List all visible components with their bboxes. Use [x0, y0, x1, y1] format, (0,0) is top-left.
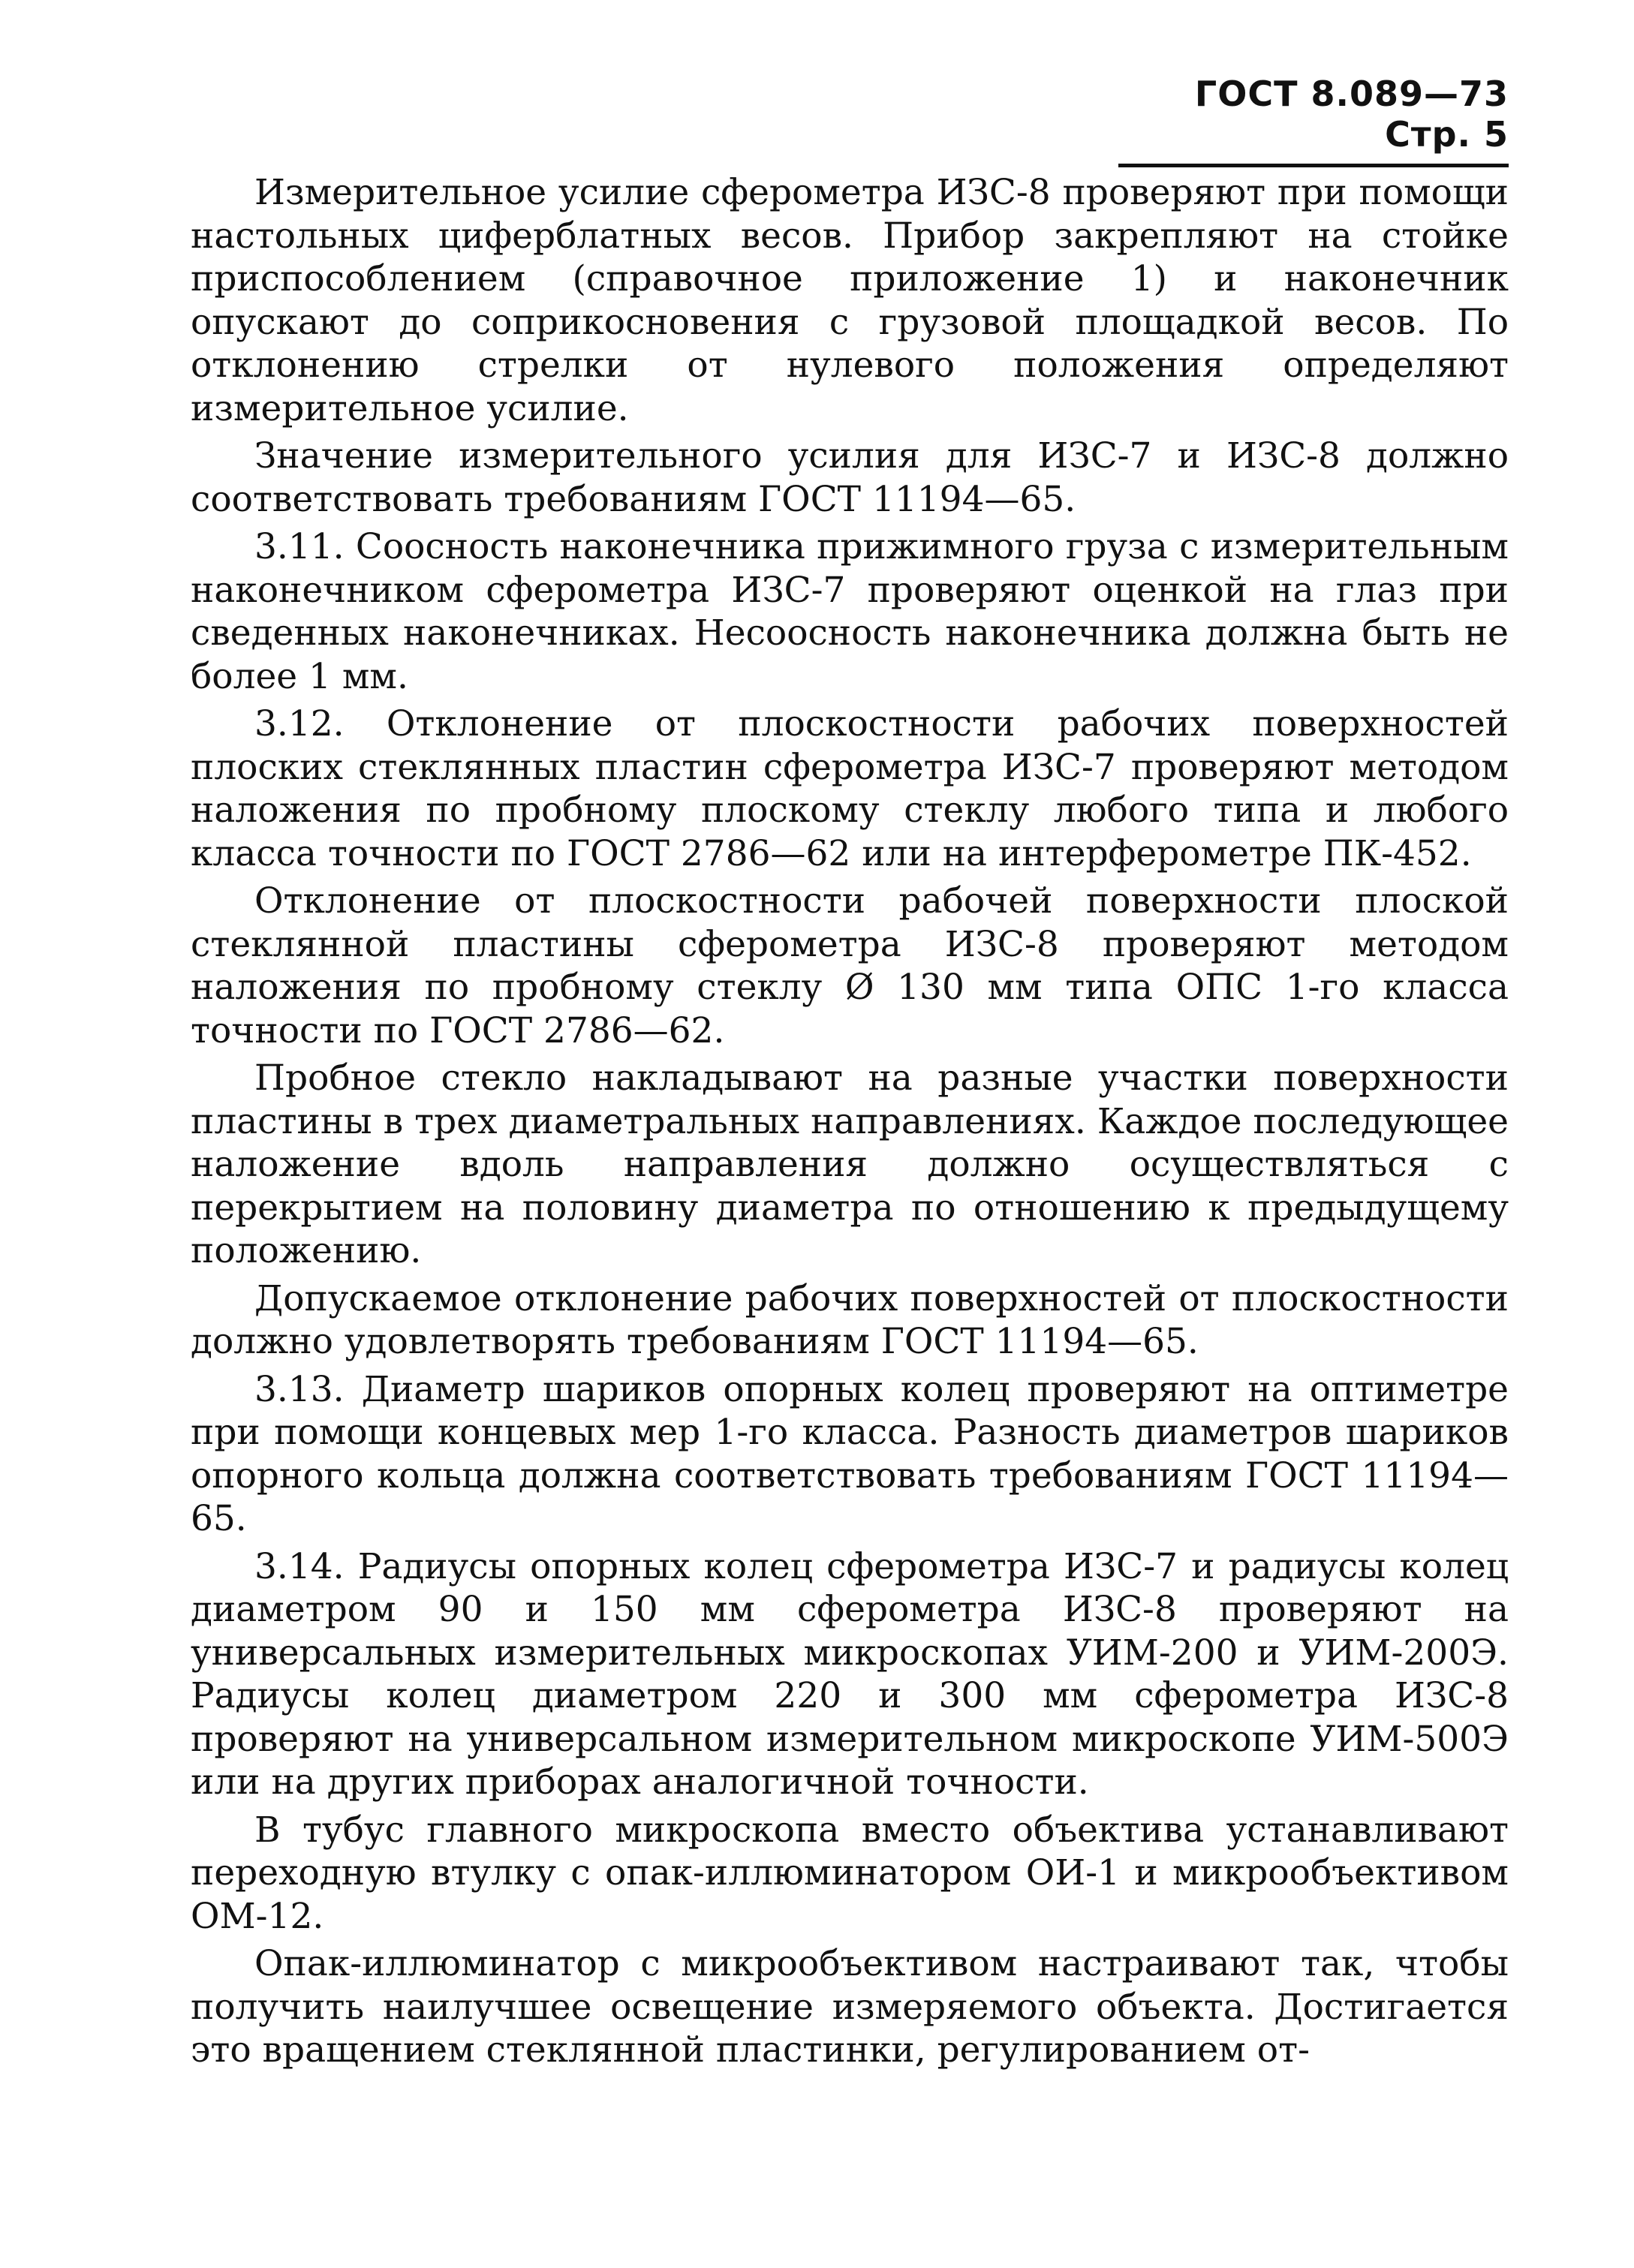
paragraph: В тубус главного микроскопа вместо объектива устанавливают переходную втулку с опак-иллюминатором ОИ-1 и микрообъективом ОМ-12. [191, 1809, 1509, 1937]
page-header: ГОСТ 8.089—73 Стр. 5 [1118, 74, 1509, 167]
paragraph: 3.11. Соосность наконечника прижимного груза с измерительным наконечником сферометра ИЗС-7 проверяют оценкой на глаз при сведенных наконечниках. Несоосность наконечника должна быть не более 1 мм. [191, 526, 1509, 697]
paragraph: Значение измерительного усилия для ИЗС-7 и ИЗС-8 должно соответствовать требованиям ГОСТ 11194—65. [191, 435, 1509, 520]
paragraph: 3.12. Отклонение от плоскостности рабочих поверхностей плоских стеклянных пластин сферометра ИЗС-7 проверяют методом наложения по пробному плоскому стеклу любого типа и любого класса точности по ГОСТ 2786—62 или на интерферометре ПК-452. [191, 703, 1509, 874]
paragraph: Измерительное усилие сферометра ИЗС-8 проверяют при помощи настольных циферблатных весов. Прибор закрепляют на стойке приспособлением (справочное приложение 1) и наконечник опускают до соприкосновения с грузовой площадкой весов. По отклонению стрелки от нулевого положения определяют измерительное усилие. [191, 172, 1509, 429]
paragraph: 3.13. Диаметр шариков опорных колец проверяют на оптиметре при помощи концевых мер 1-го класса. Разность диаметров шариков опорного кольца должна соответствовать требованиям ГОСТ 11194—65. [191, 1368, 1509, 1539]
paragraph: 3.14. Радиусы опорных колец сферометра ИЗС-7 и радиусы колец диаметром 90 и 150 мм сферометра ИЗС-8 проверяют на универсальных измерительных микроскопах УИМ-200 и УИМ-200Э. Радиусы колец диаметром 220 и 300 мм сферометра ИЗС-8 проверяют на универсальном измерительном микроскопе УИМ-500Э или на других приборах аналогичной точности. [191, 1545, 1509, 1803]
paragraph: Опак-иллюминатор с микрообъективом настраивают так, чтобы получить наилучшее освещение измеряемого объекта. Достигается это вращением стеклянной пластинки, регулированием от- [191, 1943, 1509, 2071]
paragraph: Пробное стекло накладывают на разные участки поверхности пластины в трех диаметральных направлениях. Каждое последующее наложение вдоль направления должно осуществляться с перекрытием на половину диаметра по отношению к предыдущему положению. [191, 1057, 1509, 1271]
paragraph: Отклонение от плоскостности рабочей поверхности плоской стеклянной пластины сферометра ИЗС-8 проверяют методом наложения по пробному стеклу Ø 130 мм типа ОПС 1-го класса точности по ГОСТ 2786—62. [191, 880, 1509, 1051]
document-body [191, 171, 1509, 2077]
paragraph: Допускаемое отклонение рабочих поверхностей от плоскостности должно удовлетворять требованиям ГОСТ 11194—65. [191, 1277, 1509, 1362]
